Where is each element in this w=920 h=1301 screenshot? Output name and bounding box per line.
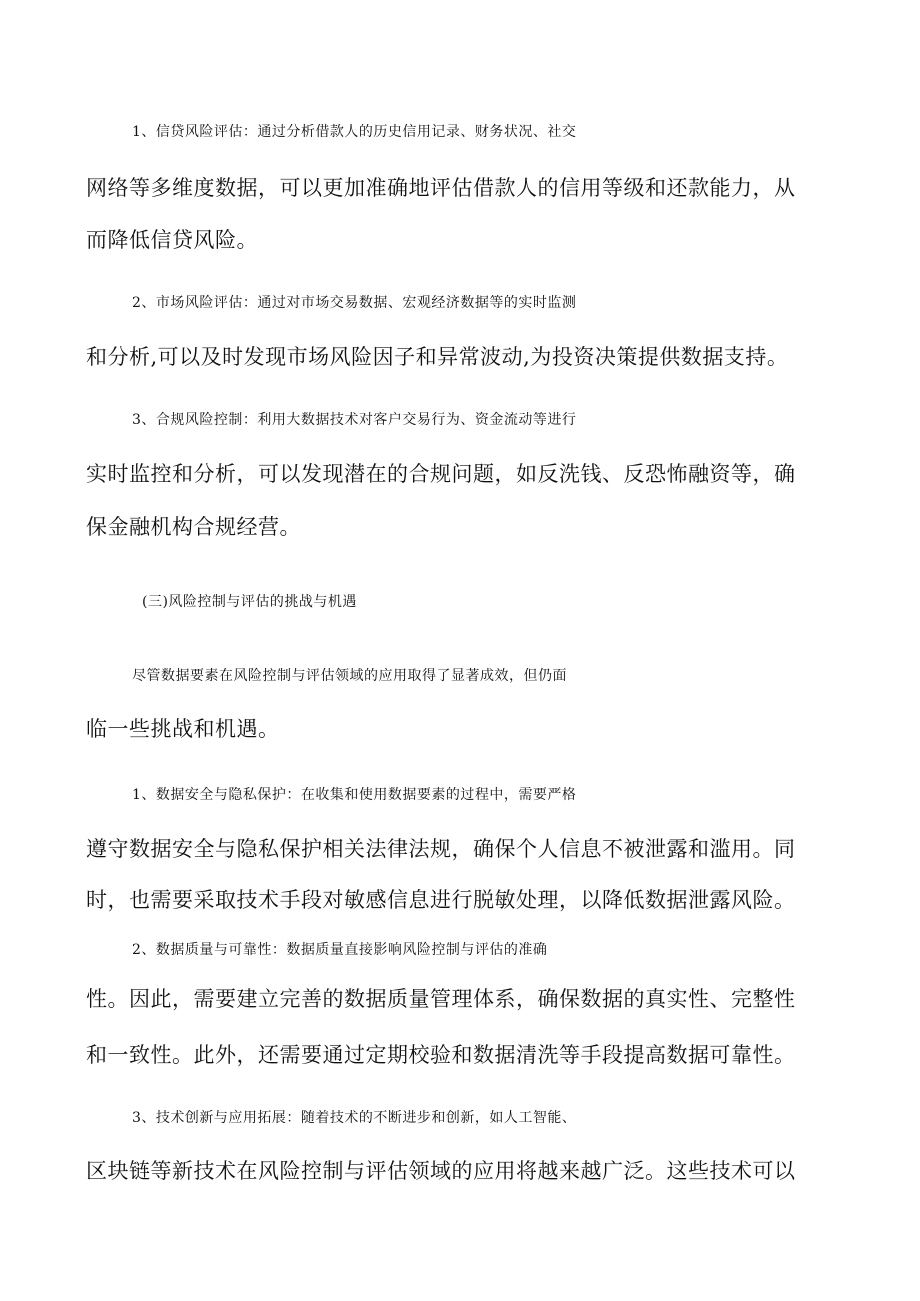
paragraph-compliance-risk-line-2: 实时监控和分析，可以发现潜在的合规问题，如反洗钱、反恐怖融资等，确 — [86, 462, 796, 486]
paragraph-compliance-risk-line-1: 3、合规风险控制：利用大数据技术对客户交易行为、资金流动等进行 — [132, 412, 577, 428]
paragraph-credit-risk-line-1: 1、信贷风险评估：通过分析借款人的历史信用记录、财务状况、社交 — [132, 124, 577, 140]
paragraph-data-quality-line-3: 和一致性。此外，还需要通过定期校验和数据清洗等手段提高数据可靠性。 — [86, 1043, 796, 1067]
paragraph-tech-innovation-line-1: 3、技术创新与应用拓展：随着技术的不断进步和创新，如人工智能、 — [132, 1110, 577, 1126]
paragraph-intro-line-1: 尽管数据要素在风险控制与评估领域的应用取得了显著成效，但仍面 — [132, 668, 567, 684]
paragraph-data-quality-line-2: 性。因此，需要建立完善的数据质量管理体系，确保数据的真实性、完整性 — [86, 987, 796, 1011]
paragraph-credit-risk-line-2: 网络等多维度数据，可以更加准确地评估借款人的信用等级和还款能力，从 — [86, 176, 796, 200]
paragraph-market-risk-line-1: 2、市场风险评估：通过对市场交易数据、宏观经济数据等的实时监测 — [132, 295, 577, 311]
paragraph-credit-risk-line-3: 而降低信贷风险。 — [86, 228, 258, 252]
paragraph-tech-innovation-line-2: 区块链等新技术在风险控制与评估领域的应用将越来越广泛。这些技术可以 — [86, 1159, 796, 1183]
paragraph-compliance-risk-line-3: 保金融机构合规经营。 — [86, 515, 301, 539]
paragraph-data-security-line-3: 时，也需要采取技术手段对敏感信息进行脱敏处理，以降低数据泄露风险。 — [86, 888, 796, 912]
paragraph-data-quality-line-1: 2、数据质量与可靠性：数据质量直接影响风险控制与评估的准确 — [132, 942, 548, 958]
paragraph-market-risk-line-2: 和分析,可以及时发现市场风险因子和异常波动,为投资决策提供数据支持。 — [86, 345, 789, 369]
paragraph-data-security-line-2: 遵守数据安全与隐私保护相关法律法规，确保个人信息不被泄露和滥用。同 — [86, 837, 796, 861]
section-heading: (三)风险控制与评估的挑战与机遇 — [142, 594, 357, 610]
paragraph-intro-line-2: 临一些挑战和机遇。 — [86, 717, 280, 741]
paragraph-data-security-line-1: 1、数据安全与隐私保护：在收集和使用数据要素的过程中，需要严格 — [132, 787, 577, 803]
